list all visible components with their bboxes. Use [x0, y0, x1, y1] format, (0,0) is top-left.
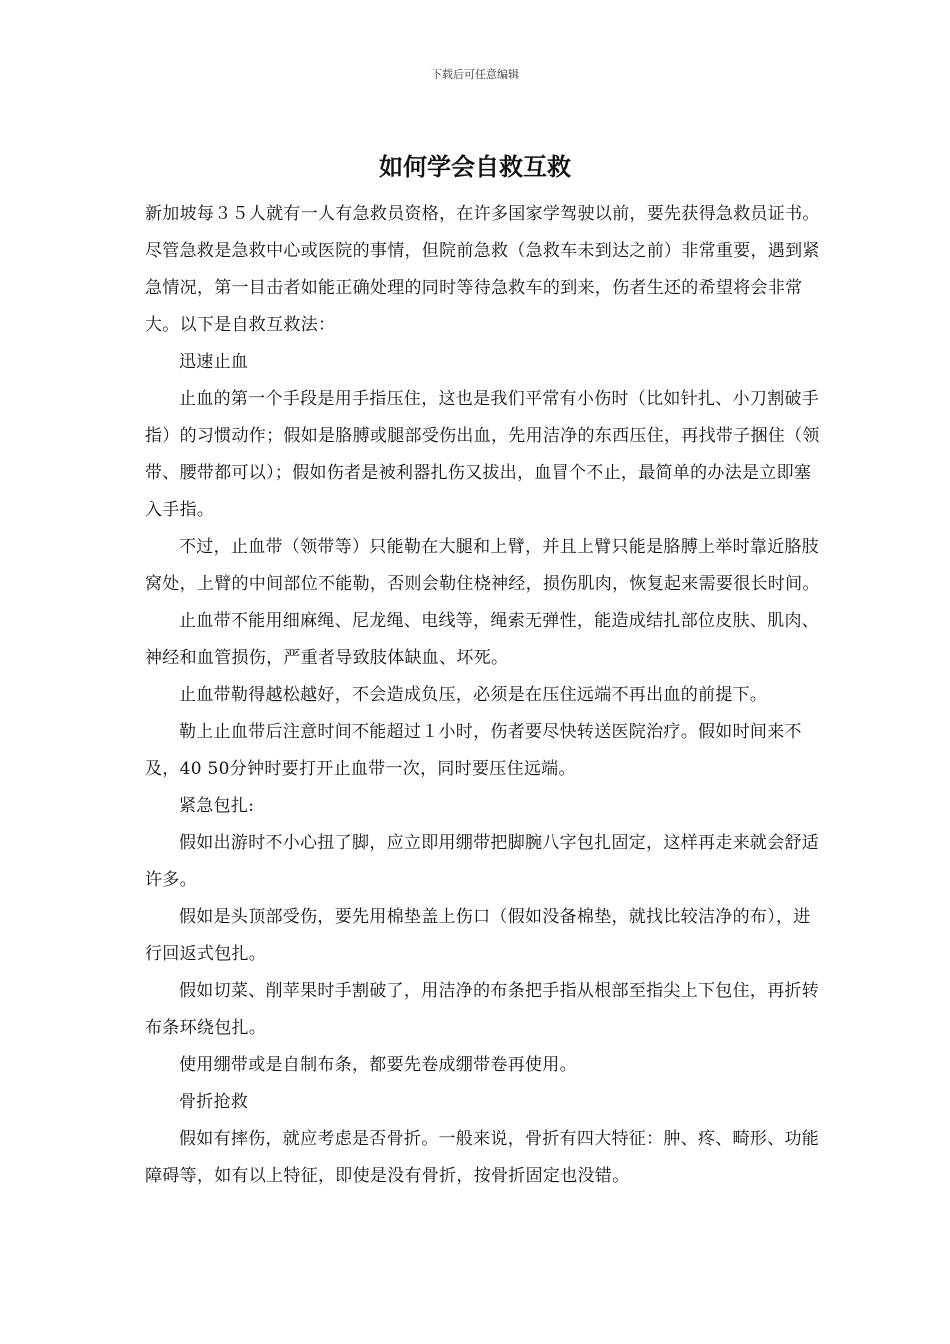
section-heading-stop-bleeding: 迅速止血 — [179, 352, 249, 372]
paragraph: 止血带勒得越松越好，不会造成负压，必须是在压住远端不再出血的前提下。 — [179, 685, 768, 705]
document-body — [145, 196, 825, 1195]
section-heading-bandaging: 紧急包扎: — [179, 796, 255, 816]
paragraph: 假如有摔伤，就应考虑是否骨折。一般来说，骨折有四大特征：肿、疼、畸形、功能障碍等，如有以上特征，即使是没有骨折，按骨折固定也没错。 — [145, 1129, 820, 1186]
paragraph: 止血的第一个手段是用手指压住，这也是我们平常有小伤时（比如针扎、小刀割破手指）的习惯动作；假如是胳膊或腿部受伤出血，先用洁净的东西压住，再找带子捆住（领带、腰带都可以）；假如伤者是被利器扎伤又拔出，血冒个不止，最简单的办法是立即塞入手指。 — [145, 389, 820, 520]
paragraph-intro: 新加坡每３５人就有一人有急救员资格，在许多国家学驾驶以前，要先获得急救员证书。尽管急救是急救中心或医院的事情，但院前急救（急救车未到达之前）非常重要，遇到紧急情况，第一目击者如能正确处理的同时等待急救车的到来，伤者生还的希望将会非常大。以下是自救互救法： — [145, 204, 820, 335]
document-title: 如何学会自救互救 — [379, 152, 571, 181]
section-heading-fracture: 骨折抢救 — [179, 1092, 249, 1112]
paragraph: 不过，止血带（领带等）只能勒在大腿和上臂，并且上臂只能是胳膊上举时靠近胳肢窝处，上臂的中间部位不能勒，否则会勒住桡神经，损伤肌肉，恢复起来需要很长时间。 — [145, 537, 820, 594]
paragraph: 假如是头顶部受伤，要先用棉垫盖上伤口（假如没备棉垫，就找比较洁净的布），进行回返式包扎。 — [145, 907, 811, 964]
header-note: 下载后可任意编辑 — [431, 68, 519, 81]
paragraph: 假如切菜、削苹果时手割破了，用洁净的布条把手指从根部至指尖上下包住，再折转布条环绕包扎。 — [145, 981, 820, 1038]
paragraph: 止血带不能用细麻绳、尼龙绳、电线等，绳索无弹性，能造成结扎部位皮肤、肌肉、神经和血管损伤，严重者导致肢体缺血、坏死。 — [145, 611, 820, 668]
paragraph: 使用绷带或是自制布条，都要先卷成绷带卷再使用。 — [179, 1055, 577, 1075]
paragraph: 假如出游时不小心扭了脚，应立即用绷带把脚腕八字包扎固定，这样再走来就会舒适许多。 — [145, 833, 820, 890]
paragraph: 勒上止血带后注意时间不能超过１小时，伤者要尽快转送医院治疗。假如时间来不及，40 50分钟时要打开止血带一次，同时要压住远端。 — [145, 722, 802, 779]
